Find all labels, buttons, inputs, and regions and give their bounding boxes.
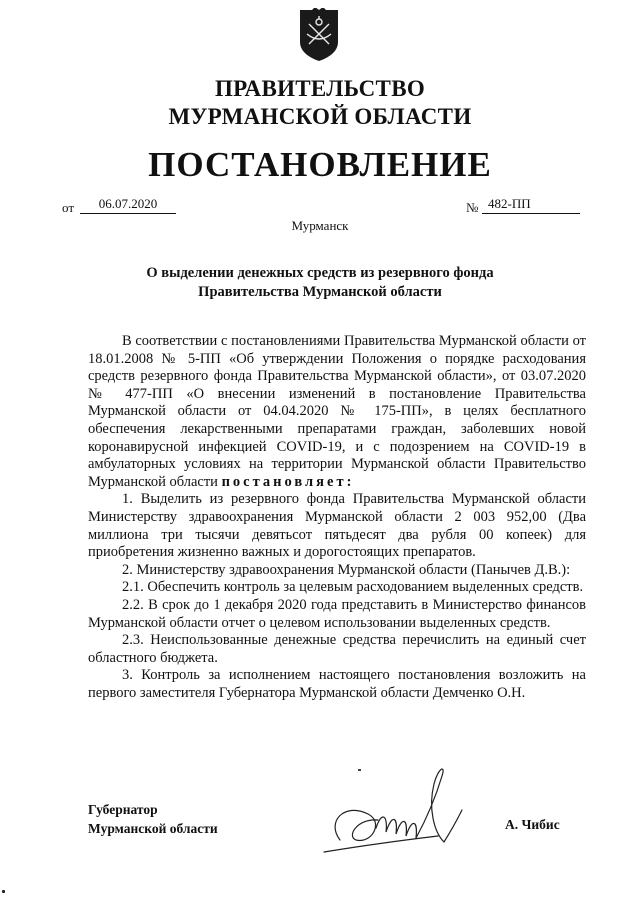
signer-title-line1: Губернатор [88, 802, 158, 817]
item-3: 3. Контроль за исполнением настоящего постановления возложить на первого заместителя Губернатора Мурманской области Демченко О.Н. [88, 667, 586, 701]
subject-line1: О выделении денежных средств из резервного фонда [146, 265, 494, 281]
government-name-line2: МУРМАНСКОЙ ОБЛАСТИ [168, 104, 472, 129]
signer-title [88, 800, 218, 838]
item-2: 2. Министерству здравоохранения Мурманской области (Панычев Д.В.): [122, 561, 571, 578]
document-body [88, 333, 586, 702]
government-name-line1: ПРАВИТЕЛЬСТВО [214, 76, 426, 101]
document-type-title: ПОСТАНОВЛЕНИЕ [148, 145, 492, 184]
subject-line2: Правительства Мурманской области [198, 284, 442, 300]
scan-mark [2, 890, 5, 893]
signer-name: А. Чибис [505, 817, 560, 832]
signer-title-line2: Мурманской области [88, 821, 218, 836]
coat-of-arms-icon [298, 8, 340, 62]
handwritten-signature-icon [318, 756, 498, 866]
city: Мурманск [291, 218, 349, 233]
document-subject [0, 264, 640, 302]
date-prefix: от [62, 200, 75, 215]
document-number: 482-ПП [482, 196, 580, 214]
number-prefix: № [466, 200, 479, 215]
item-2-3: 2.3. Неиспользованные денежные средства перечислить на единый счет областного бюджета. [88, 632, 586, 666]
document-date: 06.07.2020 [80, 196, 176, 214]
preamble-text: В соответствии с постановлениями Правительства Мурманской области от 18.01.2008 № 5-ПП «Об утверждении Положения о порядке расходования средств резервного фонда Правительства Мурманской области», от 03.07.2020 № 477-ПП «О внесении изменений в постановление Правительства Мурманской области от 04.04.2020 № 175-ПП», в целях бесплатного обеспечения лекарственными препаратами граждан, заболевших новой коронавирусной инфекцией COVID-19, и с подозрением на COVID-19 в амбулаторных условиях на территории Мурманской области Правительство Мурманской области [88, 333, 586, 490]
item-2-1: 2.1. Обеспечить контроль за целевым расходованием выделенных средств. [122, 579, 584, 596]
item-2-2: 2.2. В срок до 1 декабря 2020 года представить в Министерство финансов Мурманской области отчет о целевом использовании выделенных средств. [88, 596, 586, 631]
paper-mark [358, 769, 361, 771]
preamble-paragraph [88, 333, 586, 491]
item-1: 1. Выделить из резервного фонда Правительства Мурманской области Министерству здравоохранения Мурманской области 2 003 952,00 (Два миллиона три тысячи девятьсот пятьдесят два рубля 00 копеек) для приобретения жизненно важных и дорогостоящих препаратов. [88, 491, 586, 561]
decree-word: постановляет: [221, 473, 355, 490]
